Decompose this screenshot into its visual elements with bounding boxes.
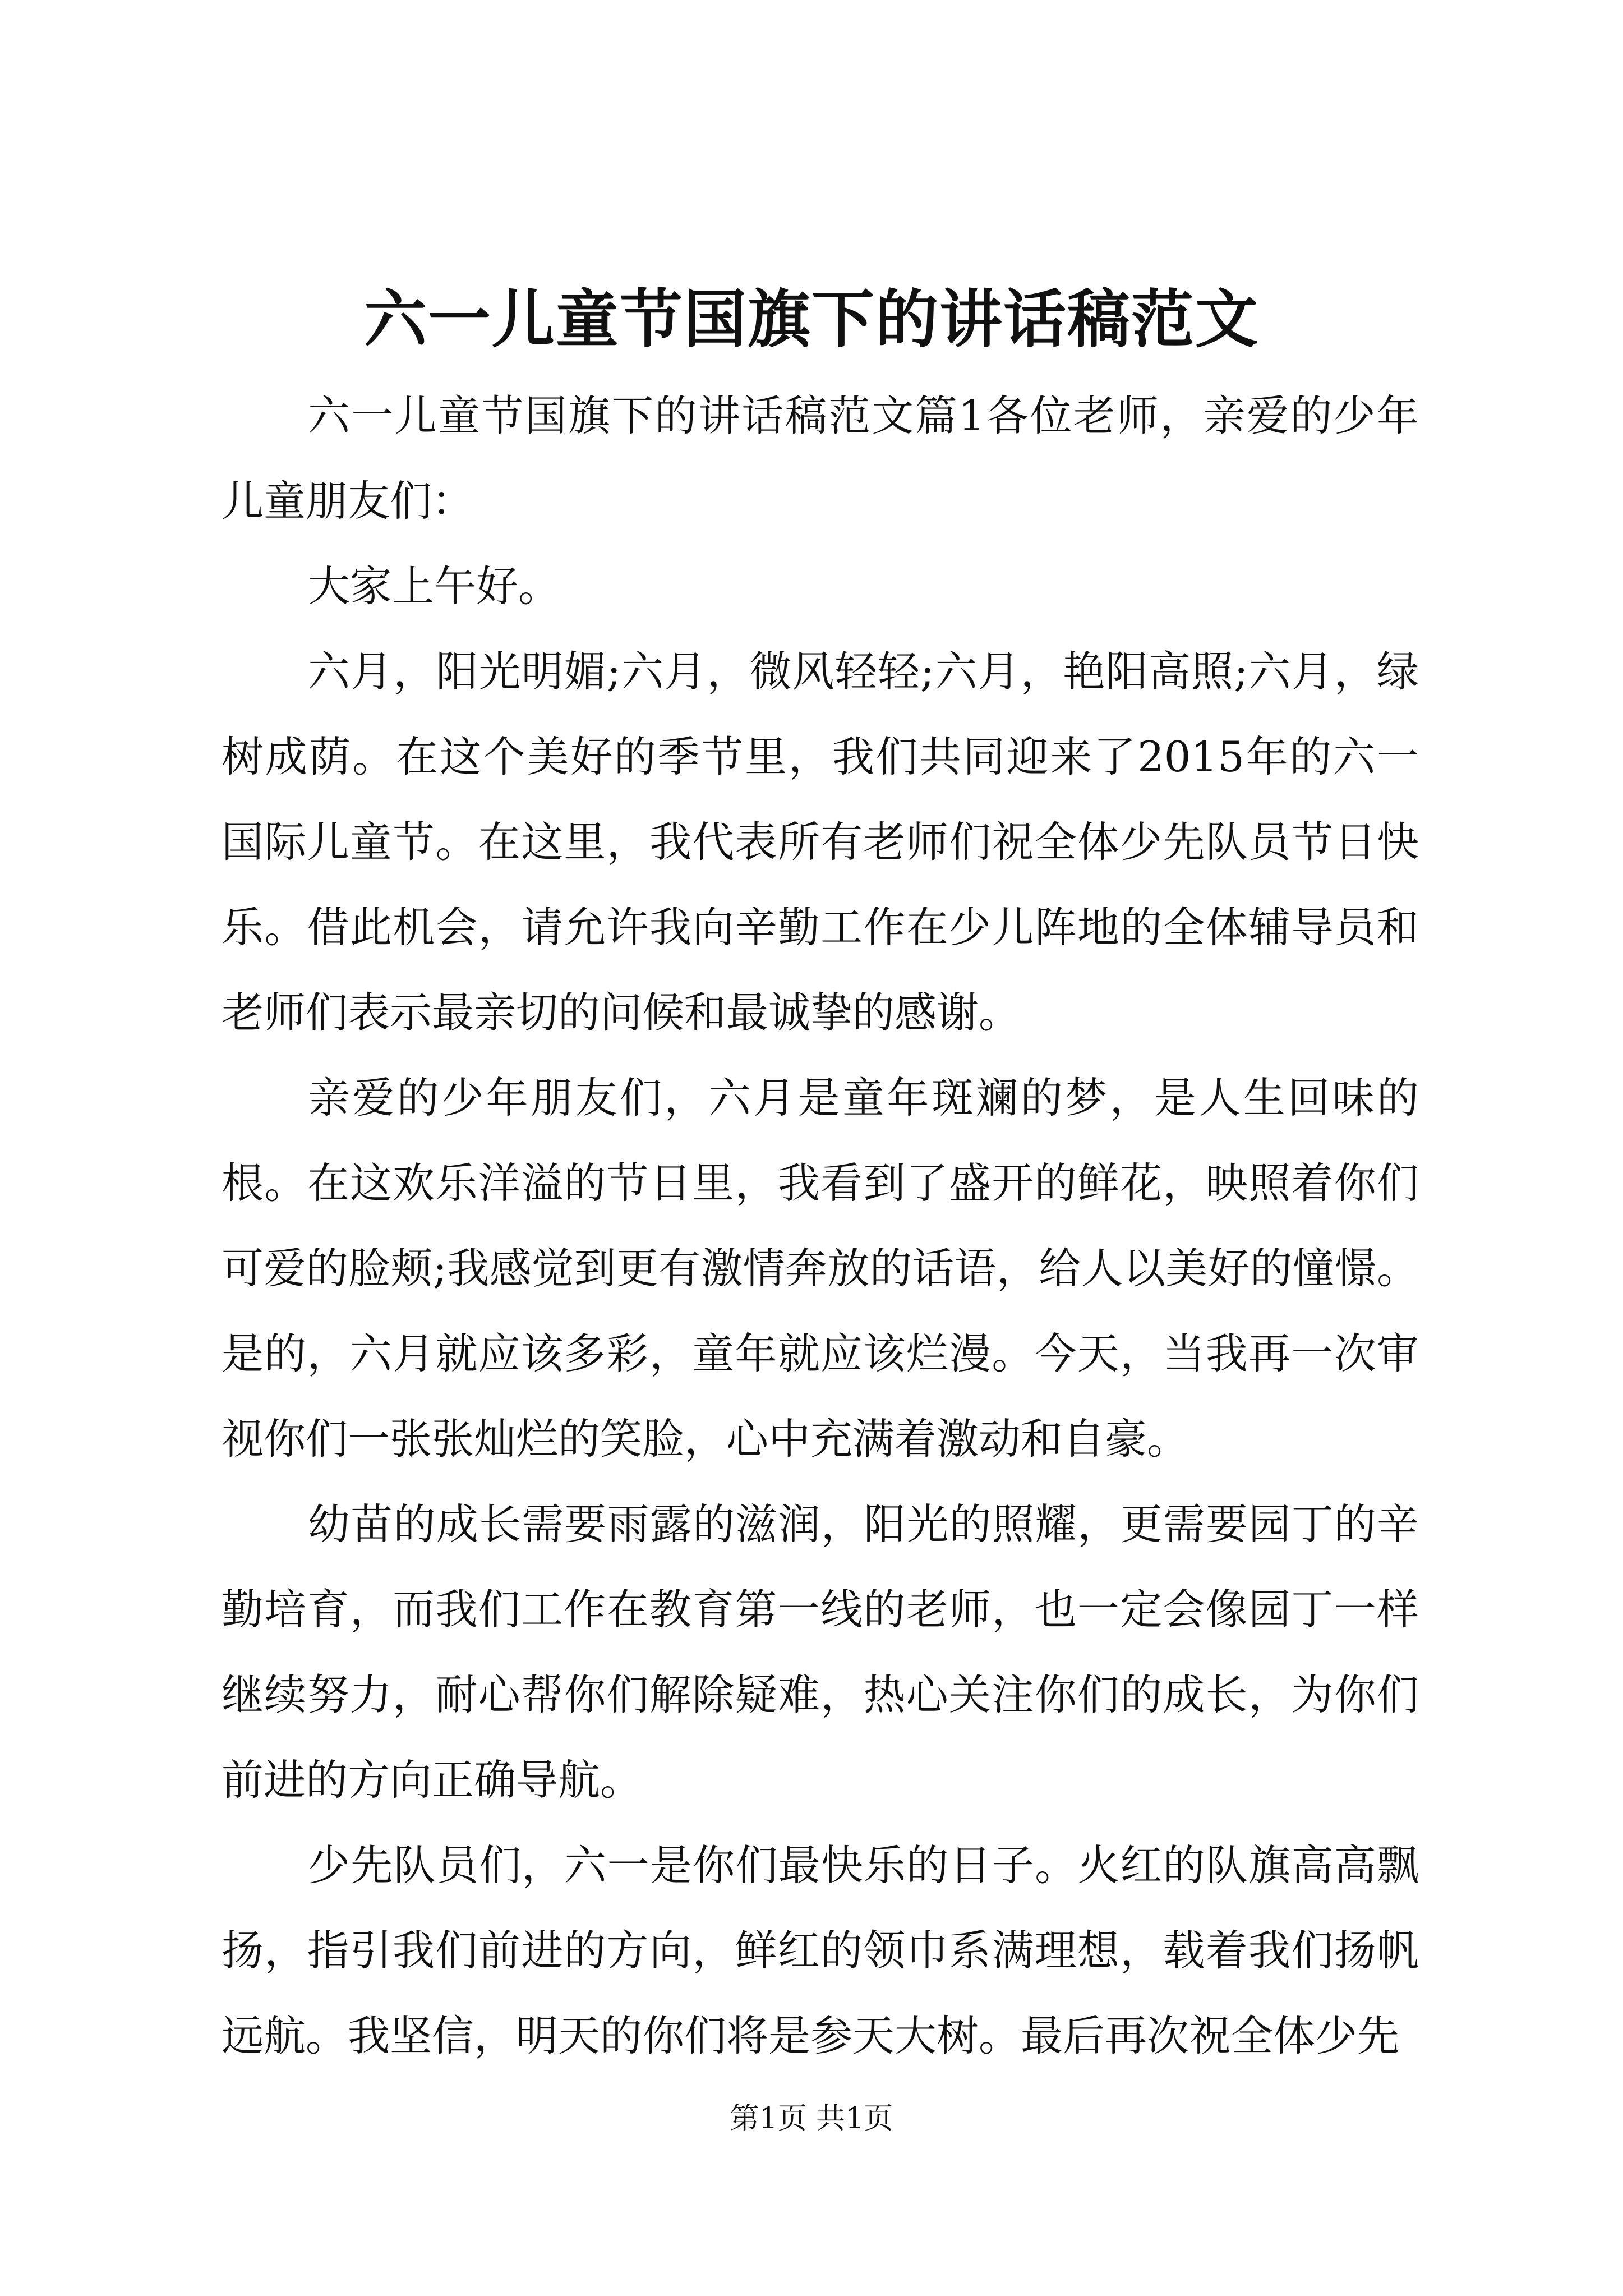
paragraph-3: 六月，阳光明媚;六月，微风轻轻;六月，艳阳高照;六月，绿树成荫。在这个美好的季节里，我们共同迎来了2015年的六一国际儿童节。在这里，我代表所有老师们祝全体少先队员节日快乐。借此机会，请允许我向辛勤工作在少儿阵地的全体辅导员和老师们表示最亲切的问候和最诚挚的感谢。 bbox=[222, 647, 1419, 1037]
paragraph-1: 六一儿童节国旗下的讲话稿范文篇1各位老师，亲爱的少年儿童朋友们： bbox=[222, 391, 1419, 526]
document-title: 六一儿童节国旗下的讲话稿范文 bbox=[364, 283, 1259, 356]
page-footer: 第1页 共1页 bbox=[730, 2102, 893, 2136]
paragraph-2: 大家上午好。 bbox=[308, 562, 561, 611]
document-body bbox=[222, 373, 1419, 2078]
paragraph-6: 少先队员们，六一是你们最快乐的日子。火红的队旗高高飘扬，指引我们前进的方向，鲜红的领巾系满理想，载着我们扬帆远航。我坚信，明天的你们将是参天大树。最后再次祝全体少先 bbox=[222, 1841, 1419, 2060]
paragraph-5: 幼苗的成长需要雨露的滋润，阳光的照耀，更需要园丁的辛勤培育，而我们工作在教育第一线的老师，也一定会像园丁一样继续努力，耐心帮你们解除疑难，热心关注你们的成长，为你们前进的方向正确导航。 bbox=[222, 1499, 1419, 1805]
paragraph-4: 亲爱的少年朋友们，六月是童年斑斓的梦，是人生回味的根。在这欢乐洋溢的节日里，我看到了盛开的鲜花，映照着你们可爱的脸颊;我感觉到更有激情奔放的话语，给人以美好的憧憬。是的，六月就应该多彩，童年就应该烂漫。今天，当我再一次审视你们一张张灿烂的笑脸，心中充满着激动和自豪。 bbox=[222, 1073, 1419, 1464]
